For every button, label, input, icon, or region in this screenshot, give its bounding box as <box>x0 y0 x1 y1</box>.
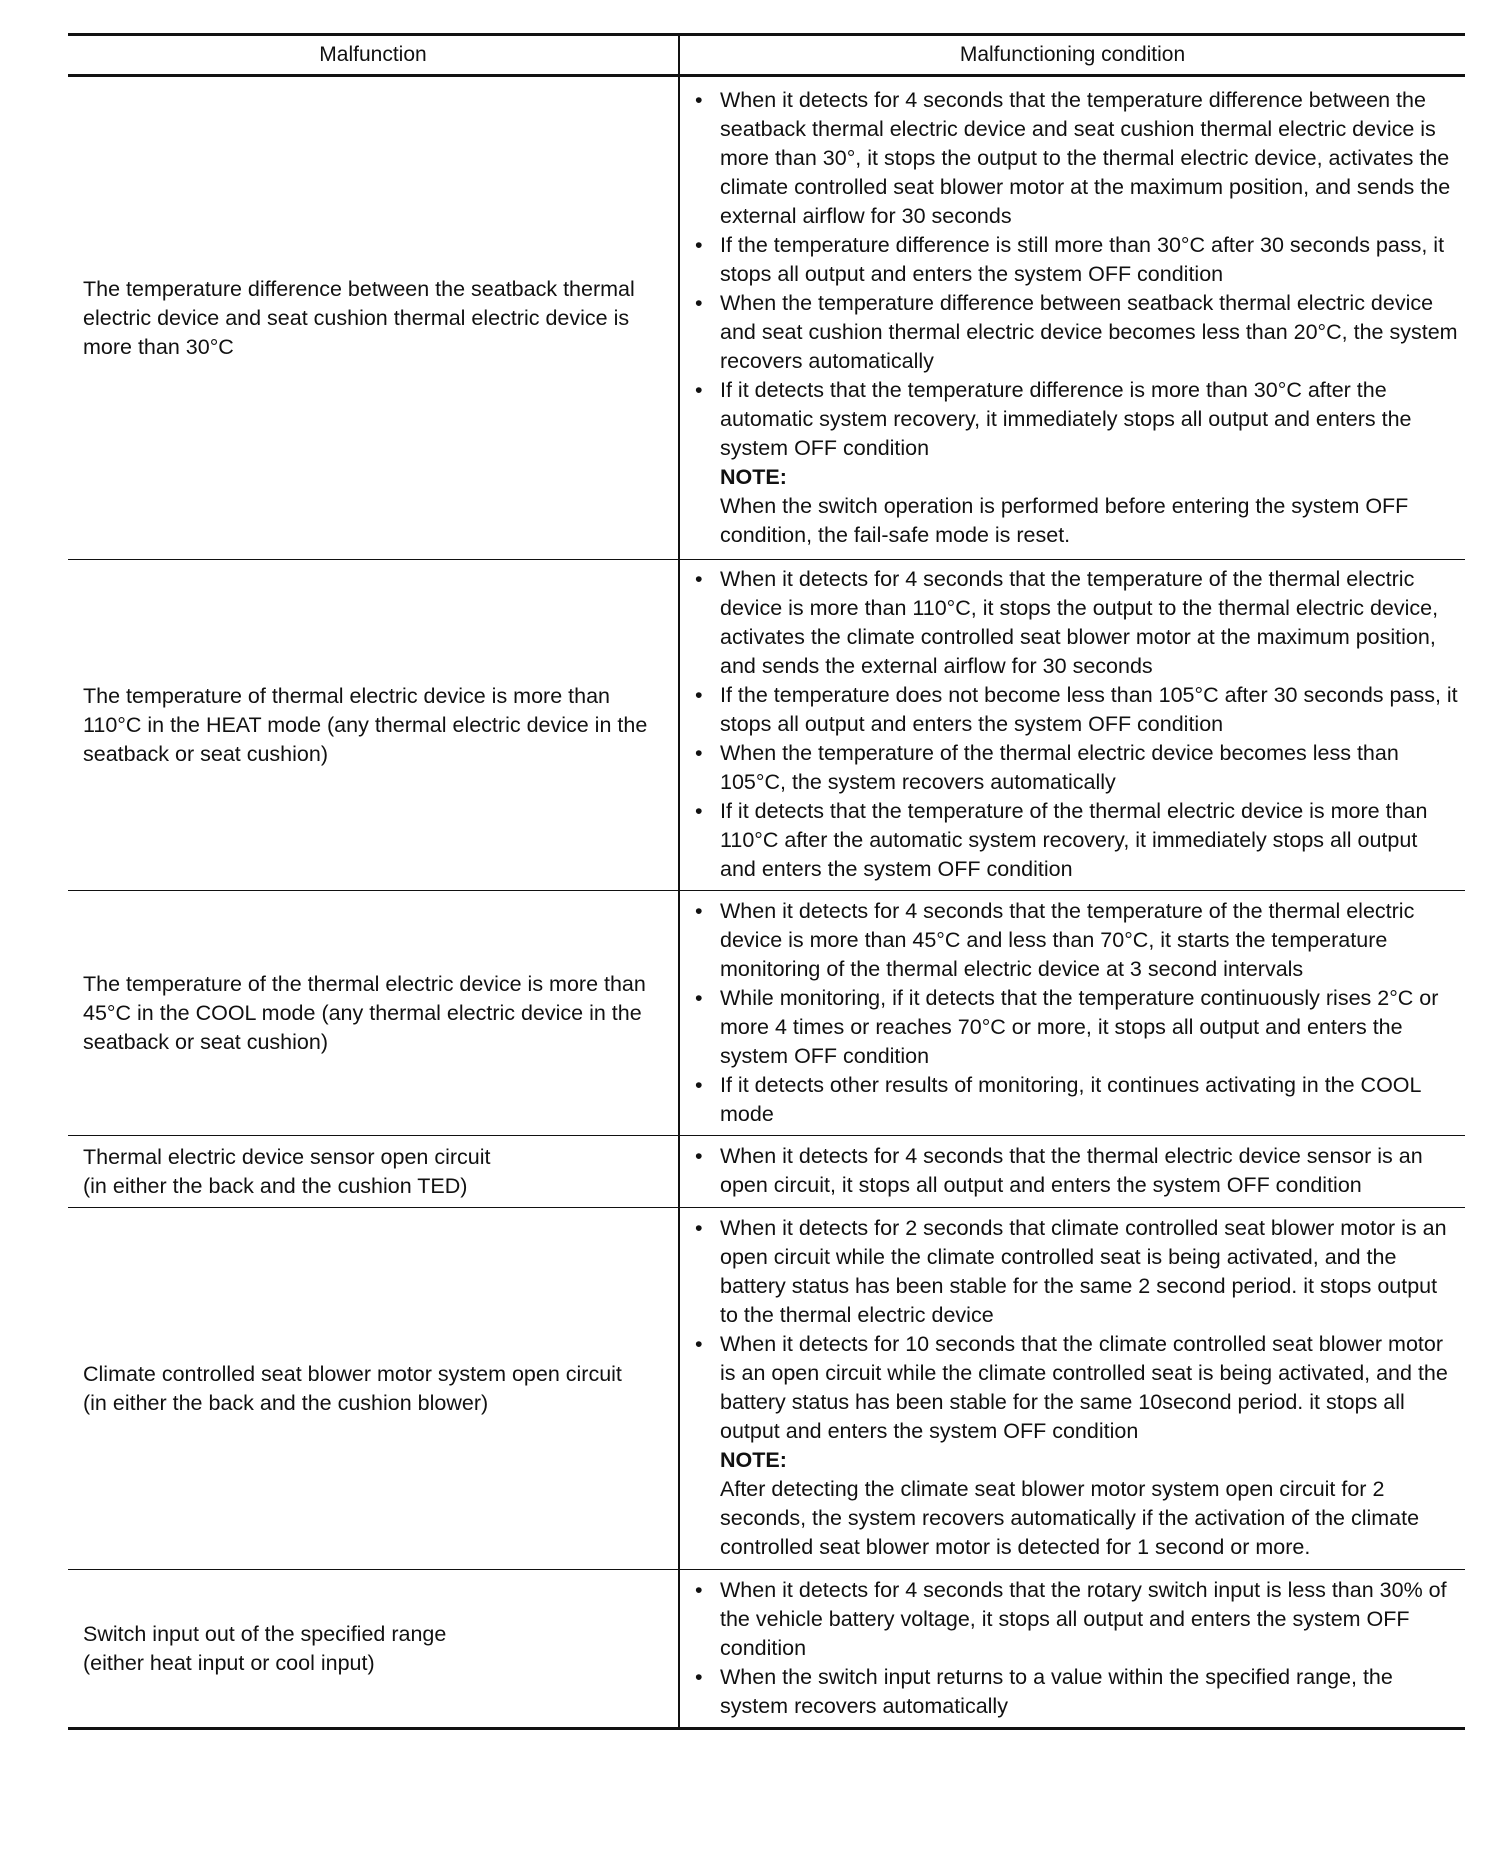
malfunction-text: Switch input out of the specified range <box>83 1621 447 1646</box>
condition-cell <box>679 1570 1465 1729</box>
condition-cell <box>679 891 1465 1136</box>
note-block <box>690 463 1459 550</box>
malfunction-cell <box>68 1136 679 1208</box>
malfunction-text: The temperature difference between the seatback thermal electric device and seat cushion thermal electric device is more than 30°C <box>83 276 635 359</box>
malfunction-subtext: (in either the back and the cushion TED) <box>83 1173 468 1198</box>
condition-item: • When the temperature difference between seatback thermal electric device and seat cushion thermal electric device becomes less than 20°C, the system recovers automatically <box>695 290 1458 373</box>
condition-item: • When it detects for 4 seconds that the temperature of the thermal electric device is more than 45°C and less than 70°C, it starts the temperature monitoring of the thermal electric device at 3 second intervals <box>695 898 1415 981</box>
bullet-icon: • <box>695 567 703 591</box>
table-row <box>68 1208 1465 1570</box>
note-label: NOTE: <box>720 464 787 489</box>
condition-item: • If it detects that the temperature of the thermal electric device is more than 110°C after the automatic system recovery, it immediately stops all output and enters the system OFF condition <box>695 799 1428 881</box>
condition-cell <box>679 1136 1465 1208</box>
condition-item: • When it detects for 2 seconds that climate controlled seat blower motor is an open circuit while the climate controlled seat is being activated, and the battery status has been stable for the same 2 second period. it stops output to the thermal electric device <box>695 1216 1447 1327</box>
bullet-icon: • <box>695 1072 703 1097</box>
bullet-icon: • <box>695 1144 703 1168</box>
malfunction-subtext: (either heat input or cool input) <box>83 1650 375 1675</box>
table-row <box>68 76 1465 560</box>
malfunction-document <box>68 33 1465 1730</box>
bullet-icon: • <box>695 799 703 823</box>
note-block <box>690 1446 1459 1562</box>
bullet-icon: • <box>695 1332 703 1356</box>
condition-item: • When the temperature of the thermal electric device becomes less than 105°C, the system recovers automatically <box>695 741 1399 794</box>
column-header-malfunctioning-condition: Malfunctioning condition <box>679 35 1465 76</box>
condition-item: • When it detects for 4 seconds that the thermal electric device sensor is an open circuit, it stops all output and enters the system OFF condition <box>695 1144 1423 1197</box>
table-row <box>68 560 1465 891</box>
condition-list <box>690 1142 1459 1200</box>
condition-list <box>690 565 1459 884</box>
table-row <box>68 1136 1465 1208</box>
bullet-icon: • <box>695 741 703 765</box>
bullet-icon: • <box>695 898 703 923</box>
condition-item: • When it detects for 4 seconds that the rotary switch input is less than 30% of the vehicle battery voltage, it stops all output and enters the system OFF condition <box>695 1577 1447 1660</box>
bullet-icon: • <box>695 1577 703 1602</box>
condition-list <box>690 1214 1459 1446</box>
condition-list <box>690 86 1459 463</box>
condition-item: • If it detects other results of monitoring, it continues activating in the COOL mode <box>695 1072 1421 1126</box>
condition-item: • When the switch input returns to a value within the specified range, the system recovers automatically <box>695 1664 1393 1718</box>
bullet-icon: • <box>695 683 703 707</box>
bullet-icon: • <box>695 290 703 315</box>
table-row <box>68 891 1465 1136</box>
malfunction-text: The temperature of thermal electric device is more than 110°C in the HEAT mode (any thermal electric device in the seatback or seat cushion) <box>83 683 648 766</box>
condition-list <box>690 1576 1459 1721</box>
condition-cell <box>679 1208 1465 1570</box>
malfunction-subtext: (in either the back and the cushion blower) <box>83 1390 489 1415</box>
malfunction-text: Thermal electric device sensor open circuit <box>83 1144 491 1169</box>
note-label: NOTE: <box>720 1448 787 1472</box>
condition-item: • If it detects that the temperature difference is more than 30°C after the automatic system recovery, it immediately stops all output and enters the system OFF condition <box>695 377 1412 460</box>
malfunction-text: The temperature of the thermal electric device is more than 45°C in the COOL mode (any thermal electric device in the seatback or seat cushion) <box>83 971 646 1054</box>
condition-item: • When it detects for 4 seconds that the temperature difference between the seatback thermal electric device and seat cushion thermal electric device is more than 30°, it stops the output to the thermal electric device, activates the climate controlled seat blower motor at the maximum position, and sends the external airflow for 30 seconds <box>695 87 1451 228</box>
malfunction-cell <box>68 560 679 891</box>
malfunction-cell <box>68 76 679 560</box>
condition-item: • If the temperature difference is still more than 30°C after 30 seconds pass, it stops all output and enters the system OFF condition <box>695 232 1445 286</box>
malfunction-cell <box>68 891 679 1136</box>
condition-item: • When it detects for 4 seconds that the temperature of the thermal electric device is more than 110°C, it stops the output to the thermal electric device, activates the climate controlled seat blower motor at the maximum position, and sends the external airflow for 30 seconds <box>695 567 1439 678</box>
bullet-icon: • <box>695 87 703 112</box>
note-text: When the switch operation is performed before entering the system OFF condition, the fail-safe mode is reset. <box>720 493 1409 547</box>
condition-cell <box>679 76 1465 560</box>
malfunction-table <box>68 33 1465 1730</box>
column-header-malfunction: Malfunction <box>68 35 679 76</box>
bullet-icon: • <box>695 377 703 402</box>
bullet-icon: • <box>695 1664 703 1689</box>
table-row <box>68 1570 1465 1729</box>
condition-list <box>690 897 1459 1129</box>
bullet-icon: • <box>695 232 703 257</box>
bullet-icon: • <box>695 985 703 1010</box>
malfunction-cell <box>68 1570 679 1729</box>
condition-item: • If the temperature does not become less than 105°C after 30 seconds pass, it stops all output and enters the system OFF condition <box>695 683 1458 736</box>
condition-cell <box>679 560 1465 891</box>
condition-item: • While monitoring, if it detects that the temperature continuously rises 2°C or more 4 times or reaches 70°C or more, it stops all output and enters the system OFF condition <box>695 985 1439 1068</box>
condition-item: • When it detects for 10 seconds that the climate controlled seat blower motor is an open circuit while the climate controlled seat is being activated, and the battery status has been stable for the same 10second period. it stops all output and enters the system OFF condition <box>695 1332 1448 1443</box>
table-header-row <box>68 35 1465 76</box>
note-text: After detecting the climate seat blower motor system open circuit for 2 seconds, the system recovers automatically if the activation of the climate controlled seat blower motor is detected for 1 second or more. <box>720 1477 1420 1559</box>
malfunction-text: Climate controlled seat blower motor system open circuit <box>83 1361 622 1386</box>
bullet-icon: • <box>695 1216 703 1240</box>
malfunction-cell <box>68 1208 679 1570</box>
